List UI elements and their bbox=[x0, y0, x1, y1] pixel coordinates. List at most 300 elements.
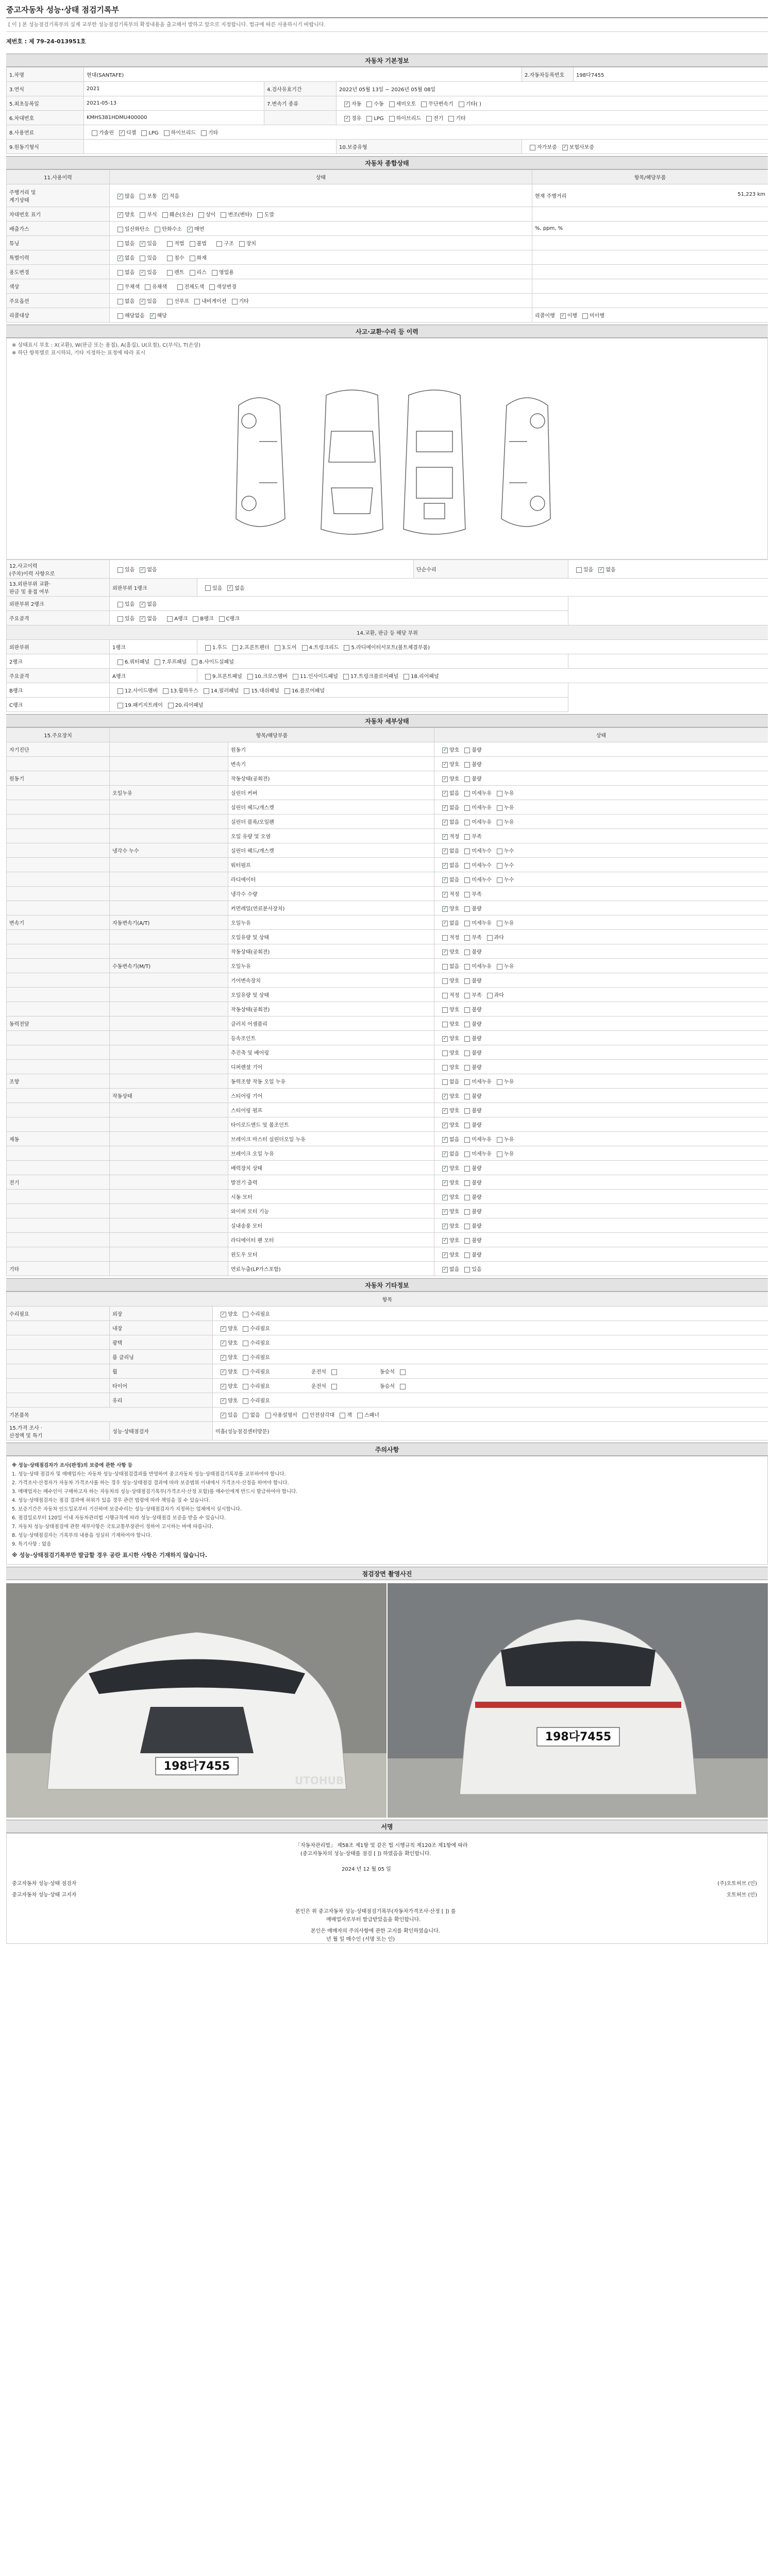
section-detail-status: 자동차 세부상태 bbox=[6, 714, 768, 727]
note-line: 1. 성능·상태 점검자 및 매매업자는 자동차 성능·상태점검결과를 반영하여 중고자동차 성능·상태점검기록부를 교부하여야 합니다. bbox=[12, 1471, 286, 1477]
checkbox[interactable] bbox=[243, 1384, 248, 1389]
checkbox[interactable] bbox=[442, 863, 448, 869]
detail-group bbox=[110, 1031, 228, 1045]
checkbox[interactable] bbox=[257, 212, 263, 218]
checkbox[interactable] bbox=[404, 674, 409, 680]
checkbox[interactable] bbox=[464, 1007, 470, 1013]
detail-device bbox=[7, 1146, 110, 1161]
detail-device bbox=[7, 843, 110, 858]
checkbox[interactable] bbox=[464, 1224, 470, 1229]
checkbox[interactable] bbox=[357, 1413, 363, 1418]
checkbox[interactable] bbox=[464, 1267, 470, 1273]
other-item: 유리 bbox=[110, 1393, 213, 1408]
checkbox[interactable] bbox=[117, 212, 123, 218]
checkbox-label: 리스 bbox=[196, 270, 207, 276]
checkbox[interactable] bbox=[389, 101, 395, 107]
checkbox[interactable] bbox=[530, 145, 535, 150]
checkbox[interactable] bbox=[497, 1151, 502, 1157]
checkbox[interactable] bbox=[448, 116, 454, 122]
checkbox[interactable] bbox=[247, 674, 253, 680]
checkbox[interactable] bbox=[192, 659, 197, 665]
checkbox[interactable] bbox=[576, 567, 582, 573]
checkbox[interactable] bbox=[117, 227, 123, 232]
checkbox-label: 경유 bbox=[351, 116, 362, 122]
checkbox[interactable] bbox=[497, 863, 502, 869]
checkbox[interactable] bbox=[190, 256, 195, 261]
checkbox[interactable] bbox=[497, 1137, 502, 1143]
checkbox[interactable] bbox=[497, 805, 502, 811]
checkbox[interactable] bbox=[194, 299, 200, 304]
checkbox-label: 자가보증 bbox=[537, 145, 557, 150]
detail-group bbox=[110, 1247, 228, 1262]
signature-inspector-value: (주)오토허브 (인) bbox=[717, 1881, 757, 1887]
checkbox[interactable] bbox=[145, 284, 150, 290]
checkbox[interactable] bbox=[497, 820, 502, 825]
checkbox[interactable] bbox=[464, 921, 470, 926]
checkbox[interactable] bbox=[141, 130, 147, 136]
checkbox[interactable] bbox=[442, 1123, 448, 1128]
checkbox[interactable] bbox=[497, 964, 502, 970]
checkbox[interactable] bbox=[244, 688, 249, 694]
checkbox[interactable] bbox=[284, 688, 290, 694]
checkbox[interactable] bbox=[582, 313, 588, 319]
checkbox[interactable] bbox=[162, 194, 168, 199]
checkbox[interactable] bbox=[243, 1398, 248, 1404]
checkbox[interactable] bbox=[302, 645, 308, 651]
checkbox[interactable] bbox=[560, 313, 566, 319]
checkbox[interactable] bbox=[331, 1369, 337, 1375]
checkbox[interactable] bbox=[459, 101, 464, 107]
checkbox[interactable] bbox=[117, 270, 123, 276]
checkbox[interactable] bbox=[442, 776, 448, 782]
checkbox[interactable] bbox=[442, 1224, 448, 1229]
value-vin: KMHS381HDMU400000 bbox=[84, 111, 264, 125]
checkbox[interactable] bbox=[232, 299, 238, 304]
checkbox[interactable] bbox=[464, 877, 470, 883]
checkbox[interactable] bbox=[497, 849, 502, 854]
detail-device bbox=[7, 815, 110, 829]
checkbox[interactable] bbox=[464, 1094, 470, 1099]
checkbox[interactable] bbox=[117, 313, 123, 319]
checkbox-label: 선루프 bbox=[174, 299, 190, 304]
checkbox-label: 상이 bbox=[206, 212, 216, 218]
checkbox[interactable] bbox=[221, 1312, 226, 1317]
checkbox[interactable] bbox=[464, 776, 470, 782]
checkbox[interactable] bbox=[212, 270, 217, 276]
checkbox[interactable] bbox=[464, 1108, 470, 1114]
checkbox-label: 수동 bbox=[374, 101, 384, 107]
checkbox[interactable] bbox=[303, 1413, 308, 1418]
checkbox[interactable] bbox=[464, 1166, 470, 1172]
checkbox[interactable] bbox=[140, 256, 145, 261]
detail-group bbox=[110, 887, 228, 901]
checkbox[interactable] bbox=[442, 1195, 448, 1200]
checkbox[interactable] bbox=[442, 1022, 448, 1027]
diagram-legend-symbols: ※ 상태표시 부호 : X(교환), W(판금 또는 용접), A(흠집), U(요철), C(부식), T(손상) bbox=[12, 343, 200, 348]
note-line: 7. 자동차 성능·상태점검에 관한 세부사항은 국토교통부장관이 정하여 고시하는 바에 따릅니다. bbox=[12, 1524, 214, 1530]
checkbox[interactable] bbox=[464, 1036, 470, 1042]
detail-item: 워터펌프 bbox=[228, 858, 434, 872]
checkbox[interactable] bbox=[140, 212, 145, 218]
checkbox-label: 불법 bbox=[196, 241, 207, 247]
checkbox[interactable] bbox=[344, 116, 350, 122]
checkbox[interactable] bbox=[209, 284, 215, 290]
checkbox-label: 많음 bbox=[125, 194, 135, 199]
part-label: 15.대쉬패널 bbox=[251, 688, 279, 694]
detail-item: 스티어링 기어 bbox=[228, 1089, 434, 1103]
checkbox[interactable] bbox=[140, 299, 145, 304]
checkbox[interactable] bbox=[442, 1238, 448, 1244]
checkbox[interactable] bbox=[162, 212, 168, 218]
checkbox[interactable] bbox=[219, 616, 225, 622]
detail-row: 오일 유량 및 오염 ✓ 적정 부족 bbox=[7, 829, 768, 843]
checkbox[interactable] bbox=[442, 834, 448, 840]
checkbox[interactable] bbox=[464, 791, 470, 796]
detail-group bbox=[110, 815, 228, 829]
checkbox[interactable] bbox=[167, 256, 173, 261]
checkbox[interactable] bbox=[442, 1050, 448, 1056]
checkbox[interactable] bbox=[243, 1355, 248, 1361]
checkbox[interactable] bbox=[400, 1384, 406, 1389]
checkbox[interactable] bbox=[117, 284, 123, 290]
part-label: 7.루프패널 bbox=[162, 659, 187, 665]
checkbox[interactable] bbox=[117, 659, 123, 665]
checkbox[interactable] bbox=[331, 1384, 337, 1389]
checkbox[interactable] bbox=[117, 616, 123, 622]
part-label: 16.플로어패널 bbox=[291, 688, 325, 694]
checkbox[interactable] bbox=[117, 241, 123, 247]
detail-device bbox=[7, 757, 110, 771]
detail-item: 브레이크 마스터 실린더오일 누유 bbox=[228, 1132, 434, 1146]
checkbox[interactable] bbox=[442, 849, 448, 854]
checkbox[interactable] bbox=[216, 241, 222, 247]
checkbox[interactable] bbox=[442, 892, 448, 897]
checkbox[interactable] bbox=[497, 877, 502, 883]
checkbox[interactable] bbox=[221, 1355, 226, 1361]
detail-device: 원동기 bbox=[7, 771, 110, 786]
checkbox[interactable] bbox=[117, 602, 123, 607]
checkbox[interactable] bbox=[464, 834, 470, 840]
checkbox[interactable] bbox=[177, 284, 183, 290]
checkbox[interactable] bbox=[442, 1094, 448, 1099]
detail-group bbox=[110, 1233, 228, 1247]
detail-group: 작동상태 bbox=[110, 1089, 228, 1103]
detail-item: 오일유량 및 상태 bbox=[228, 930, 434, 944]
detail-device bbox=[7, 1089, 110, 1103]
checkbox[interactable] bbox=[221, 1341, 226, 1346]
other-category bbox=[7, 1393, 110, 1408]
checkbox[interactable] bbox=[464, 748, 470, 753]
label-plate: 2.자동차등록번호 bbox=[522, 67, 574, 82]
detail-group bbox=[110, 1204, 228, 1218]
note-line: 2. 가격조사·산정자가 자동차 가격조사를 하는 경우 성능·상태점검 결과에 따라 보증범위 이내에서 가격조사·산정을 하여야 합니다. bbox=[12, 1480, 289, 1486]
detail-device bbox=[7, 872, 110, 887]
checkbox[interactable] bbox=[243, 1369, 248, 1375]
detail-group: 자동변속기(A/T) bbox=[110, 916, 228, 930]
checkbox[interactable] bbox=[464, 906, 470, 912]
checkbox[interactable] bbox=[205, 645, 211, 651]
detail-item: 등속조인트 bbox=[228, 1031, 434, 1045]
checkbox[interactable] bbox=[442, 1267, 448, 1273]
checkbox[interactable] bbox=[464, 1022, 470, 1027]
checkbox[interactable] bbox=[140, 270, 145, 276]
checkbox[interactable] bbox=[140, 602, 145, 607]
detail-group bbox=[110, 1146, 228, 1161]
checkbox[interactable] bbox=[464, 892, 470, 897]
checkbox[interactable] bbox=[343, 674, 349, 680]
checkbox[interactable] bbox=[117, 703, 123, 708]
detail-item: 라디에이터 bbox=[228, 872, 434, 887]
checkbox[interactable] bbox=[92, 130, 97, 136]
checkbox[interactable] bbox=[442, 1252, 448, 1258]
checkbox[interactable] bbox=[167, 616, 173, 622]
label-vin: 6.차대번호 bbox=[7, 111, 84, 125]
checkbox[interactable] bbox=[400, 1369, 406, 1375]
checkbox[interactable] bbox=[464, 1079, 470, 1085]
detail-device bbox=[7, 887, 110, 901]
checkbox[interactable] bbox=[167, 270, 173, 276]
checkbox[interactable] bbox=[117, 688, 123, 694]
checkbox[interactable] bbox=[464, 1195, 470, 1200]
checkbox[interactable] bbox=[442, 1180, 448, 1186]
checkbox[interactable] bbox=[168, 703, 174, 708]
value-car-name: 현대(SANTAFE) bbox=[84, 67, 522, 82]
checkbox[interactable] bbox=[119, 130, 125, 136]
detail-group bbox=[110, 1117, 228, 1132]
general-right-value: 51,223 km bbox=[737, 192, 765, 197]
checkbox[interactable] bbox=[389, 116, 395, 122]
checkbox-label: 사용설명서 bbox=[272, 1413, 297, 1418]
checkbox-label: 스패너 bbox=[364, 1413, 379, 1418]
checkbox[interactable] bbox=[140, 616, 145, 622]
checkbox[interactable] bbox=[163, 688, 169, 694]
checkbox[interactable] bbox=[167, 299, 173, 304]
detail-row: 작동상태(공회전) ✓ 양호 불량 bbox=[7, 944, 768, 959]
checkbox[interactable] bbox=[442, 1036, 448, 1042]
checkbox[interactable] bbox=[442, 1108, 448, 1114]
checkbox[interactable] bbox=[464, 762, 470, 768]
checkbox[interactable] bbox=[442, 1065, 448, 1071]
detail-item: 추진축 및 베어링 bbox=[228, 1045, 434, 1060]
checkbox[interactable] bbox=[117, 194, 123, 199]
detail-device: 기타 bbox=[7, 1262, 110, 1276]
checkbox[interactable] bbox=[464, 935, 470, 941]
checkbox[interactable] bbox=[442, 978, 448, 984]
checkbox[interactable] bbox=[464, 805, 470, 811]
other-basic-label: 기본품목 bbox=[7, 1408, 213, 1422]
checkbox[interactable] bbox=[464, 1137, 470, 1143]
checkbox[interactable] bbox=[221, 1413, 226, 1418]
checkbox[interactable] bbox=[344, 645, 349, 651]
checkbox-label: 렌트 bbox=[174, 270, 184, 276]
checkbox[interactable] bbox=[442, 935, 448, 941]
checkbox[interactable] bbox=[155, 227, 160, 232]
checkbox[interactable] bbox=[201, 130, 207, 136]
section-signature: 서명 bbox=[6, 1820, 768, 1833]
other-item: 외장 bbox=[110, 1307, 213, 1321]
checkbox[interactable] bbox=[442, 906, 448, 912]
detail-item: 발전기 출력 bbox=[228, 1175, 434, 1190]
checkbox-label: 일산화탄소 bbox=[125, 227, 150, 232]
checkbox[interactable] bbox=[187, 227, 193, 232]
checkbox[interactable] bbox=[243, 1326, 248, 1332]
checkbox[interactable] bbox=[464, 1252, 470, 1258]
detail-item: 와이퍼 모터 기능 bbox=[228, 1204, 434, 1218]
checkbox[interactable] bbox=[221, 1398, 226, 1404]
checkbox[interactable] bbox=[464, 1238, 470, 1244]
checkbox[interactable] bbox=[344, 101, 350, 107]
checkbox[interactable] bbox=[167, 241, 173, 247]
detail-item: 스티어링 펌프 bbox=[228, 1103, 434, 1117]
checkbox[interactable] bbox=[464, 1050, 470, 1056]
detail-row: 디퍼렌셜 기어 양호 불량 bbox=[7, 1060, 768, 1074]
detail-item: 오일누유 bbox=[228, 916, 434, 930]
detail-item: 클러치 어셈블리 bbox=[228, 1016, 434, 1031]
checkbox[interactable] bbox=[117, 256, 123, 261]
checkbox-label: 가솔린 bbox=[99, 130, 114, 136]
general-row bbox=[7, 207, 768, 222]
checkbox[interactable] bbox=[562, 145, 568, 150]
general-row bbox=[7, 308, 768, 323]
checkbox[interactable] bbox=[232, 645, 238, 651]
checkbox[interactable] bbox=[205, 585, 211, 591]
checkbox-label: 자동 bbox=[351, 101, 362, 107]
repair-panel-label: 13.외판부위 교환· 판금 및 용접 여부 bbox=[7, 579, 110, 597]
checkbox[interactable] bbox=[487, 993, 493, 998]
checkbox[interactable] bbox=[205, 674, 211, 680]
checkbox[interactable] bbox=[464, 849, 470, 854]
detail-group: 냉각수 누수 bbox=[110, 843, 228, 858]
checkbox[interactable] bbox=[366, 101, 372, 107]
checkbox[interactable] bbox=[140, 567, 145, 573]
detail-row: 변속기 ✓ 양호 불량 bbox=[7, 757, 768, 771]
checkbox[interactable] bbox=[421, 101, 427, 107]
detail-group bbox=[110, 1016, 228, 1031]
checkbox[interactable] bbox=[239, 241, 245, 247]
checkbox[interactable] bbox=[464, 820, 470, 825]
checkbox[interactable] bbox=[497, 791, 502, 796]
checkbox[interactable] bbox=[442, 950, 448, 955]
checkbox[interactable] bbox=[464, 1123, 470, 1128]
checkbox[interactable] bbox=[464, 964, 470, 970]
checkbox-label: 하이브리드 bbox=[396, 116, 421, 122]
signature-inspector-label: 중고자동차 성능·상태 점검자 bbox=[12, 1881, 77, 1887]
checkbox[interactable] bbox=[221, 1384, 226, 1389]
checkbox[interactable] bbox=[442, 1079, 448, 1085]
checkbox[interactable] bbox=[442, 1166, 448, 1172]
checkbox[interactable] bbox=[497, 921, 502, 926]
checkbox[interactable] bbox=[221, 1369, 226, 1375]
checkbox-label: 해당없음 bbox=[125, 313, 145, 319]
checkbox[interactable] bbox=[464, 978, 470, 984]
checkbox[interactable] bbox=[193, 616, 198, 622]
checkbox[interactable] bbox=[464, 1065, 470, 1071]
checkbox[interactable] bbox=[598, 567, 604, 573]
part-label: 17.트렁크플로어패널 bbox=[350, 674, 399, 680]
detail-group bbox=[110, 973, 228, 988]
checkbox[interactable] bbox=[442, 791, 448, 796]
checkbox[interactable] bbox=[243, 1413, 248, 1418]
checkbox[interactable] bbox=[442, 1137, 448, 1143]
checkbox[interactable] bbox=[464, 950, 470, 955]
checkbox[interactable] bbox=[487, 935, 493, 941]
detail-row: 와이퍼 모터 기능 ✓ 양호 불량 bbox=[7, 1204, 768, 1218]
checkbox[interactable] bbox=[464, 863, 470, 869]
checkbox[interactable] bbox=[221, 212, 226, 218]
checkbox[interactable] bbox=[164, 130, 170, 136]
checkbox[interactable] bbox=[150, 313, 156, 319]
checkbox-label: 기타( ) bbox=[465, 101, 481, 107]
checkbox[interactable] bbox=[464, 1151, 470, 1157]
fuel-options bbox=[84, 125, 768, 140]
checkbox[interactable] bbox=[340, 1413, 345, 1418]
detail-item: 실내송풍 모터 bbox=[228, 1218, 434, 1233]
checkbox-label: 색상변경 bbox=[216, 284, 237, 290]
checkbox[interactable] bbox=[243, 1341, 248, 1346]
detail-group bbox=[110, 1218, 228, 1233]
checkbox[interactable] bbox=[442, 1209, 448, 1215]
checkbox[interactable] bbox=[227, 585, 233, 591]
checkbox[interactable] bbox=[442, 1007, 448, 1013]
general-row-label: 튜닝 bbox=[7, 236, 110, 250]
detail-group bbox=[110, 1060, 228, 1074]
checkbox[interactable] bbox=[221, 1326, 226, 1332]
checkbox[interactable] bbox=[442, 964, 448, 970]
other-item: 타이어 bbox=[110, 1379, 213, 1393]
checkbox-label: LPG bbox=[374, 116, 384, 122]
checkbox[interactable] bbox=[117, 299, 123, 304]
detail-row: 추진축 및 베어링 양호 불량 bbox=[7, 1045, 768, 1060]
checkbox[interactable] bbox=[293, 674, 298, 680]
checkbox[interactable] bbox=[464, 1180, 470, 1186]
checkbox[interactable] bbox=[275, 645, 280, 651]
checkbox[interactable] bbox=[442, 921, 448, 926]
checkbox[interactable] bbox=[442, 805, 448, 811]
checkbox[interactable] bbox=[140, 194, 145, 199]
checkbox[interactable] bbox=[442, 820, 448, 825]
checkbox[interactable] bbox=[464, 993, 470, 998]
detail-item: 실린더 헤드/개스켓 bbox=[228, 843, 434, 858]
checkbox[interactable] bbox=[442, 993, 448, 998]
checkbox[interactable] bbox=[265, 1413, 271, 1418]
checkbox-label: A랭크 bbox=[174, 616, 188, 622]
checkbox[interactable] bbox=[442, 1151, 448, 1157]
detail-row: 기어변속장치 양호 불량 bbox=[7, 973, 768, 988]
checkbox[interactable] bbox=[464, 1209, 470, 1215]
checkbox[interactable] bbox=[442, 877, 448, 883]
detail-device: 자기진단 bbox=[7, 742, 110, 757]
checkbox[interactable] bbox=[155, 659, 160, 665]
checkbox[interactable] bbox=[243, 1312, 248, 1317]
checkbox[interactable] bbox=[426, 116, 432, 122]
repair-accident-label: 12.사고이력 (주차)이력 사항으로 bbox=[7, 560, 110, 579]
checkbox-label: 있음 bbox=[147, 241, 157, 247]
checkbox[interactable] bbox=[442, 748, 448, 753]
checkbox[interactable] bbox=[366, 116, 372, 122]
checkbox[interactable] bbox=[140, 241, 145, 247]
signature-buyer-text2: 매매업자로부터 발급받았음을 확인합니다. bbox=[326, 1917, 421, 1923]
checkbox[interactable] bbox=[190, 241, 195, 247]
detail-device: 변속기 bbox=[7, 916, 110, 930]
checkbox[interactable] bbox=[204, 688, 209, 694]
checkbox[interactable] bbox=[198, 212, 204, 218]
checkbox[interactable] bbox=[190, 270, 195, 276]
checkbox[interactable] bbox=[442, 762, 448, 768]
checkbox[interactable] bbox=[497, 1079, 502, 1085]
detail-item: 라디에이터 팬 모터 bbox=[228, 1233, 434, 1247]
checkbox[interactable] bbox=[117, 567, 123, 573]
diagram-legend-note: ※ 하단 항목별로 표시하되, 기타 지정하는 표정에 따라 표시 bbox=[12, 350, 146, 356]
